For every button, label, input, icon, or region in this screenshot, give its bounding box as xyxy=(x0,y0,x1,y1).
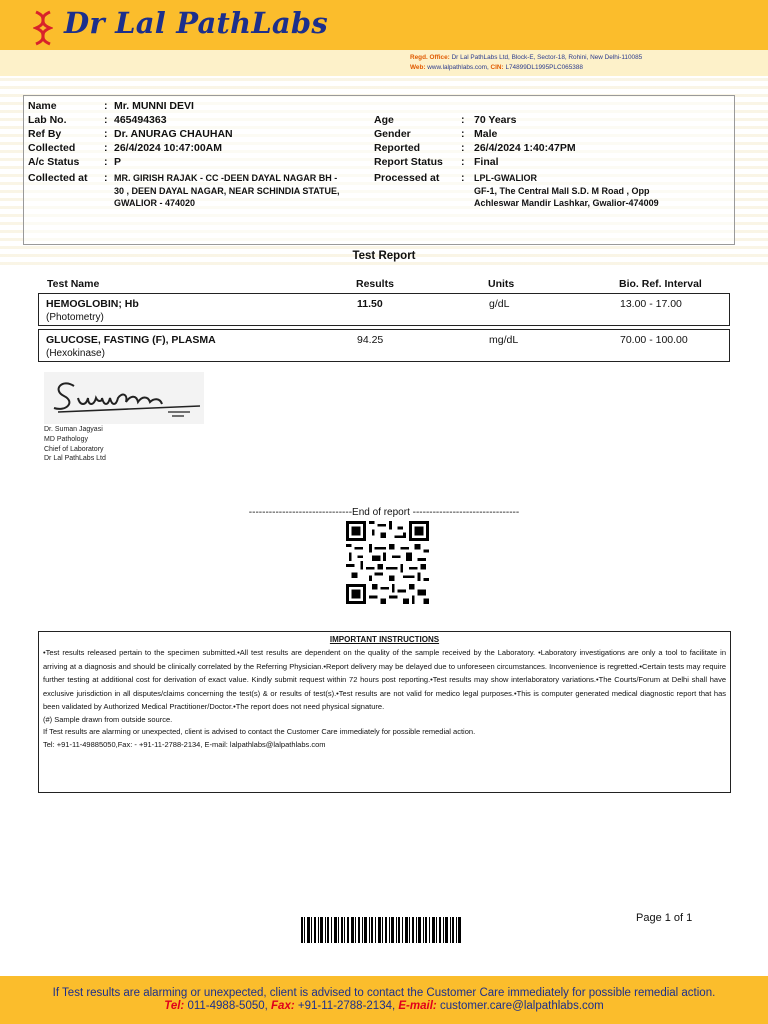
colon: : xyxy=(104,142,108,154)
end-of-report: -------------------------------End of report -------------------------------- xyxy=(248,507,520,518)
header-bar xyxy=(0,0,768,50)
footer-contact xyxy=(0,1000,768,1012)
test-result: 94.25 xyxy=(357,334,384,346)
dna-logo-icon xyxy=(33,10,53,46)
reported-label: Reported xyxy=(374,142,421,154)
gender-label: Gender xyxy=(374,128,411,140)
test-ref-interval: 13.00 - 17.00 xyxy=(620,298,682,310)
colon: : xyxy=(461,172,465,184)
doctor-name: Dr. Suman Jagyasi xyxy=(44,426,103,433)
colon: : xyxy=(104,128,108,140)
col-test-name: Test Name xyxy=(47,278,100,290)
web-cin-line: Web: www.lalpathlabs.com, CIN: L74899DL1995PLC065388 xyxy=(410,64,583,71)
age: 70 Years xyxy=(474,114,517,126)
ref-by-label: Ref By xyxy=(28,128,62,140)
col-units: Units xyxy=(488,278,515,290)
lab-no-label: Lab No. xyxy=(28,114,67,126)
collected-label: Collected xyxy=(28,142,76,154)
name-label: Name xyxy=(28,100,57,112)
brand-logo-text: Dr Lal PathLabs xyxy=(64,6,328,40)
test-result: 11.50 xyxy=(357,298,383,310)
col-results: Results xyxy=(356,278,394,290)
test-name: HEMOGLOBIN; Hb xyxy=(46,298,139,310)
collected-date: 26/4/2024 10:47:00AM xyxy=(114,142,222,154)
page-number: Page 1 of 1 xyxy=(636,912,693,924)
barcode-icon xyxy=(301,917,461,943)
email-address[interactable]: customer.care@lalpathlabs.com xyxy=(439,1000,604,1012)
colon: : xyxy=(461,156,465,168)
processed-at-address: LPL-GWALIOR GF-1, The Central Mall S.D. M Road , Opp Achleswar Mandir Lashkar, Gwalior-474009 xyxy=(474,173,659,208)
fax-label: Fax: xyxy=(271,1000,295,1012)
ac-status-label: A/c Status xyxy=(28,156,80,168)
col-ref-interval: Bio. Ref. Interval xyxy=(619,278,702,290)
doctor-org: Dr Lal PathLabs Ltd xyxy=(44,455,106,463)
patient-name: Mr. MUNNI DEVI xyxy=(114,100,194,112)
doctor-degree: MD Pathology xyxy=(44,435,88,443)
regd-office-line: Regd. Office: Dr Lal PathLabs Ltd, Block-E, Sector-18, Rohini, New Delhi-110085 xyxy=(410,54,643,61)
test-unit: g/dL xyxy=(489,298,510,310)
colon: : xyxy=(104,100,108,112)
tel-number: 011-4988-5050, xyxy=(187,1000,268,1012)
colon: : xyxy=(104,114,108,126)
report-title: Test Report xyxy=(352,250,416,262)
instructions-alarm-note: If Test results are alarming or unexpected, client is advised to contact the Customer Care immediately for possible remedial action. xyxy=(43,727,476,736)
age-label: Age xyxy=(374,114,394,126)
footer-bar xyxy=(0,976,768,1024)
test-ref-interval: 70.00 - 100.00 xyxy=(620,334,688,346)
gender: Male xyxy=(474,128,498,140)
signature-icon xyxy=(44,372,204,424)
footer-alert-text: If Test results are alarming or unexpected, client is advised to contact the Customer Care immediately for possible remedial action. xyxy=(52,987,716,999)
fax-number: +91-11-2788-2134, xyxy=(297,1000,396,1012)
test-method: (Hexokinase) xyxy=(46,348,105,359)
processed-at-label: Processed at xyxy=(374,172,440,184)
signature-image xyxy=(44,372,204,424)
instructions-title: IMPORTANT INSTRUCTIONS xyxy=(329,635,440,644)
important-instructions-box xyxy=(38,631,731,793)
colon: : xyxy=(104,156,108,168)
test-method: (Photometry) xyxy=(46,312,104,323)
registration-band xyxy=(0,50,768,76)
test-row-hemoglobin xyxy=(38,293,730,326)
colon: : xyxy=(104,172,108,184)
test-unit: mg/dL xyxy=(489,334,519,346)
qr-code-icon xyxy=(344,521,431,604)
ac-status: P xyxy=(114,156,122,168)
colon: : xyxy=(461,128,465,140)
instructions-body: •Test results released pertain to the specimen submitted.•All test results are dependent on the quality of the sample received by the Laboratory. •Laboratory investigations are only a tool to facilitate in arriving at a diagnosis and should be clinically correlated by the Referring Physician.•Report delivery may be delayed due to unforeseen circumstances. Inconvenience is regretted.•Certain tests may require further testing at additional cost for derivation of exact value. Kindly submit request within 72 hours post reporting.•Test results may show interlaboratory variations.•The Courts/Forum at Delhi shall have exclusive jurisdiction in all disputes/claims concerning the test(s) & or results of test(s).•Test results are not valid for medico legal purposes.•This is computer generated medical diagnostic report that has been validated by Authorized Medical Practitioner/Doctor.•The report does not need physical signature. xyxy=(43,648,726,711)
instructions-contact: Tel: +91-11-49885050,Fax: - +91-11-2788-2134, E-mail: lalpathlabs@lalpathlabs.com xyxy=(43,739,326,749)
ref-by: Dr. ANURAG CHAUHAN xyxy=(114,128,233,140)
tel-label: Tel: xyxy=(164,1000,185,1012)
colon: : xyxy=(461,142,465,154)
test-name: GLUCOSE, FASTING (F), PLASMA xyxy=(46,334,216,346)
collected-at-label: Collected at xyxy=(28,172,88,184)
instructions-sample-note: (#) Sample drawn from outside source. xyxy=(43,714,173,724)
email-label: E-mail: xyxy=(398,1000,437,1012)
report-status: Final xyxy=(474,156,499,168)
report-status-label: Report Status xyxy=(374,156,443,168)
reported-date: 26/4/2024 1:40:47PM xyxy=(474,142,576,154)
colon: : xyxy=(461,114,465,126)
doctor-details xyxy=(44,425,106,464)
test-row-glucose xyxy=(38,329,730,362)
doctor-title: Chief of Laboratory xyxy=(44,445,104,453)
collected-at-address: MR. GIRISH RAJAK - CC -DEEN DAYAL NAGAR BH - 30 , DEEN DAYAL NAGAR, NEAR SCHINDIA STATUE, GWALIOR - 474020 xyxy=(114,173,340,208)
lab-no: 465494363 xyxy=(114,114,167,126)
